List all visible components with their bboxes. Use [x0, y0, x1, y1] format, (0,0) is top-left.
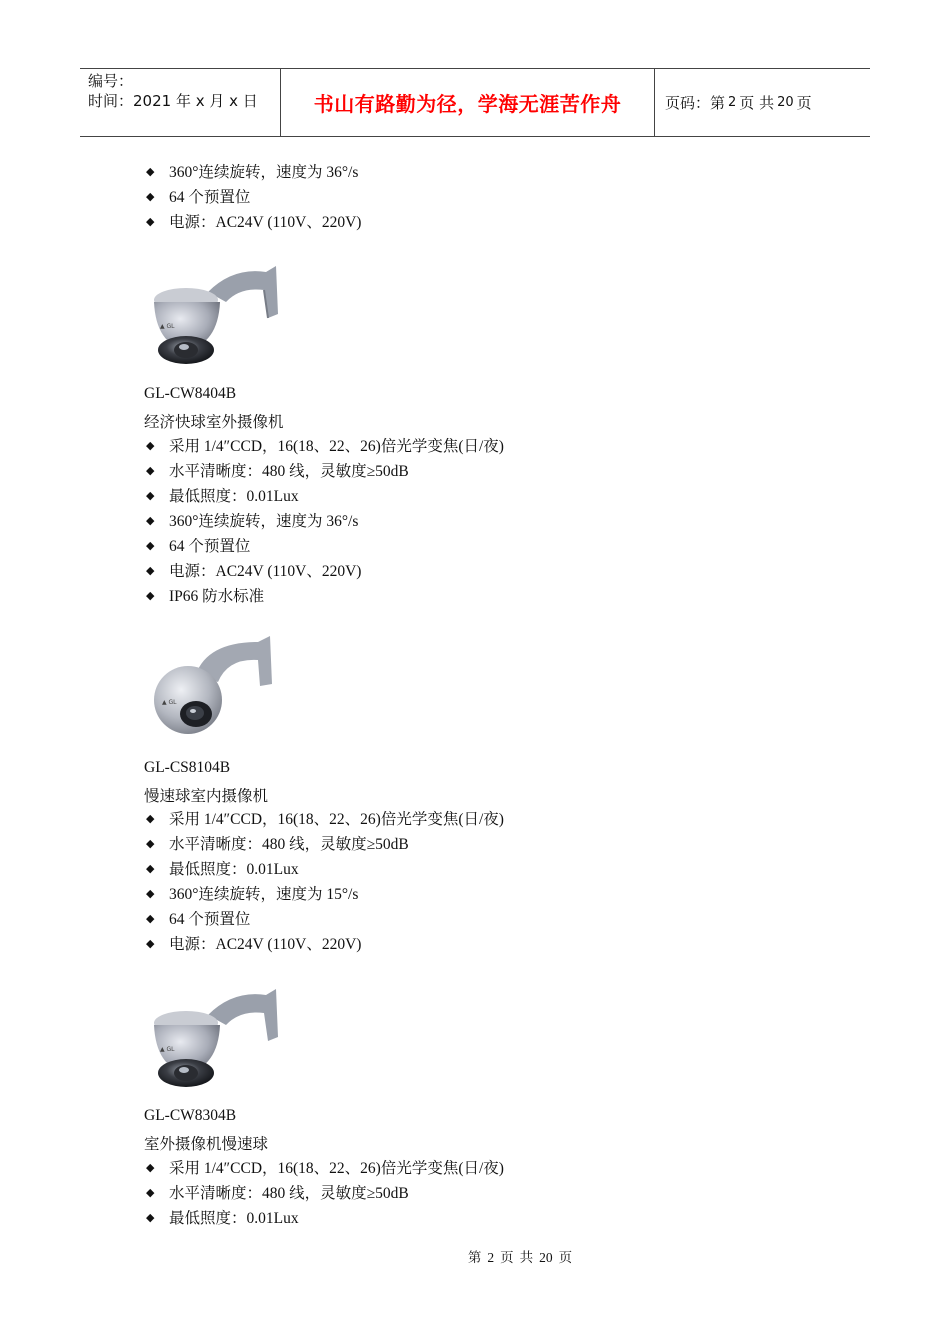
spec-item: ◆ 采用 1/4″CCD，16(18、22、26)倍光学变焦(日/夜)	[146, 811, 504, 828]
spec-item: ◆ 采用 1/4″CCD，16(18、22、26)倍光学变焦(日/夜)	[146, 1160, 504, 1177]
diamond-bullet-icon: ◆	[146, 439, 155, 452]
diamond-bullet-icon: ◆	[146, 1186, 155, 1199]
spec-item: ◆ 电源：AC24V (110V、220V)	[146, 936, 362, 953]
header-meta-cell	[80, 69, 281, 136]
outdoor-dome-camera-image	[148, 985, 278, 1097]
svg-text:▲ GL: ▲ GL	[160, 1046, 175, 1053]
header-motto: 书山有路勤为径，学海无涯苦作舟	[281, 69, 655, 136]
spec-item: ◆ 水平清晰度：480 线，灵敏度≥50dB	[146, 836, 409, 853]
time-label: 时间：2021 年 x 月 x 日	[88, 92, 258, 110]
page-footer	[0, 1246, 950, 1266]
indoor-dome-camera-image	[148, 634, 278, 746]
footer-word: 页	[558, 1250, 573, 1265]
diamond-bullet-icon: ◆	[146, 564, 155, 577]
footer-word: 页	[500, 1250, 514, 1265]
product-model: GL-CW8404B	[144, 385, 237, 402]
spec-item: ◆ 64 个预置位	[146, 538, 251, 555]
page-mid: 页 共	[739, 94, 775, 112]
footer-total-pages: 20	[539, 1250, 553, 1265]
page-current: 2	[728, 95, 737, 110]
svg-text:▲ GL: ▲ GL	[160, 323, 175, 330]
header-page-cell	[655, 69, 870, 136]
spec-item: ◆ 最低照度：0.01Lux	[146, 1210, 299, 1227]
product-name: 室外摄像机慢速球	[144, 1136, 269, 1153]
diamond-bullet-icon: ◆	[146, 539, 155, 552]
spec-item: ◆ 水平清晰度：480 线，灵敏度≥50dB	[146, 463, 409, 480]
page-label-prefix: 页码：第	[665, 94, 726, 112]
footer-page-number: 2	[487, 1250, 495, 1265]
spec-item: ◆ 64 个预置位	[146, 911, 251, 928]
product-model: GL-CW8304B	[144, 1107, 237, 1124]
diamond-bullet-icon: ◆	[146, 937, 155, 950]
diamond-bullet-icon: ◆	[146, 1161, 155, 1174]
spec-item: ◆ 360°连续旋转，速度为 36°/s	[146, 164, 359, 181]
spec-item: ◆ 最低照度：0.01Lux	[146, 861, 299, 878]
diamond-bullet-icon: ◆	[146, 165, 155, 178]
diamond-bullet-icon: ◆	[146, 837, 155, 850]
spec-item: ◆ 最低照度：0.01Lux	[146, 488, 299, 505]
product-model: GL-CS8104B	[144, 759, 231, 776]
diamond-bullet-icon: ◆	[146, 1211, 155, 1224]
diamond-bullet-icon: ◆	[146, 812, 155, 825]
diamond-bullet-icon: ◆	[146, 489, 155, 502]
spec-item: ◆ 64 个预置位	[146, 189, 251, 206]
svg-text:▲ GL: ▲ GL	[162, 699, 177, 706]
diamond-bullet-icon: ◆	[146, 912, 155, 925]
page-suffix: 页	[796, 94, 812, 112]
spec-item: ◆ 360°连续旋转，速度为 15°/s	[146, 886, 359, 903]
spec-item: ◆ 电源：AC24V (110V、220V)	[146, 563, 362, 580]
number-label: 编号：	[88, 72, 134, 90]
diamond-bullet-icon: ◆	[146, 887, 155, 900]
spec-item: ◆ IP66 防水标准	[146, 588, 265, 605]
diamond-bullet-icon: ◆	[146, 190, 155, 203]
diamond-bullet-icon: ◆	[146, 514, 155, 527]
spec-item: ◆ 360°连续旋转，速度为 36°/s	[146, 513, 359, 530]
page-total: 20	[777, 95, 794, 110]
diamond-bullet-icon: ◆	[146, 862, 155, 875]
footer-word: 共	[519, 1250, 534, 1265]
spec-item: ◆ 水平清晰度：480 线，灵敏度≥50dB	[146, 1185, 409, 1202]
footer-word: 第	[467, 1250, 482, 1265]
diamond-bullet-icon: ◆	[146, 215, 155, 228]
spec-item: ◆ 采用 1/4″CCD，16(18、22、26)倍光学变焦(日/夜)	[146, 438, 504, 455]
product-name: 慢速球室内摄像机	[144, 788, 269, 805]
spec-item: ◆ 电源：AC24V (110V、220V)	[146, 214, 362, 231]
diamond-bullet-icon: ◆	[146, 589, 155, 602]
product-name: 经济快球室外摄像机	[144, 414, 284, 431]
diamond-bullet-icon: ◆	[146, 464, 155, 477]
outdoor-dome-camera-image	[148, 262, 278, 374]
page-header	[80, 68, 870, 137]
